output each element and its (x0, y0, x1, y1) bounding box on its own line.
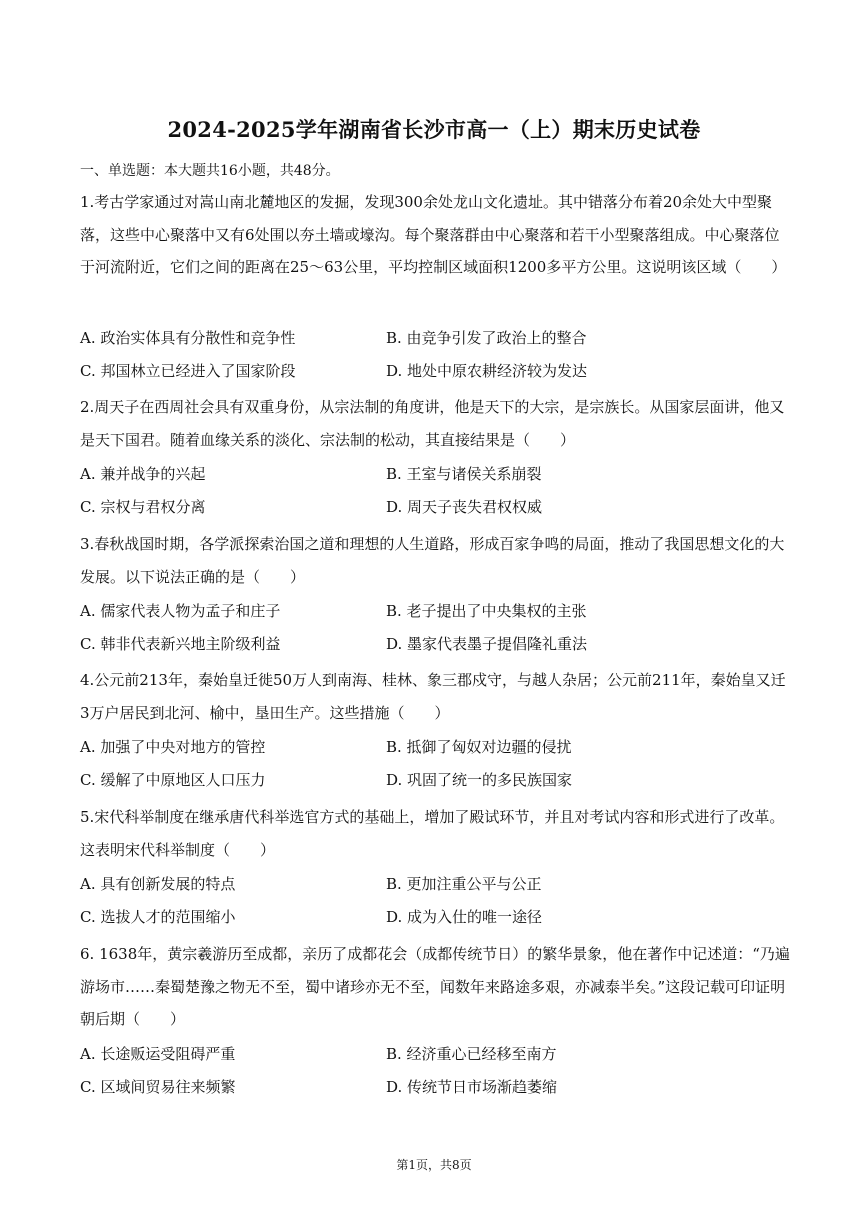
question-stem-5: 5.宋代科举制度在继承唐代科举选官方式的基础上，增加了殿试环节，并且对考试内容和形式进行了改革。这表明宋代科举制度（ ） (80, 808, 785, 859)
option-c: C. 邦国林立已经进入了国家阶段 (80, 362, 296, 380)
option-a: A. 儒家代表人物为孟子和庄子 (80, 602, 281, 620)
question-stem-3: 3.春秋战国时期，各学派探索治国之道和理想的人生道路，形成百家争鸣的局面，推动了我国思想文化的大发展。以下说法正确的是（ ） (80, 535, 785, 586)
option-c: C. 选拔人才的范围缩小 (80, 908, 236, 926)
option-b: B. 王室与诸侯关系崩裂 (386, 465, 542, 483)
option-b: B. 更加注重公平与公正 (386, 875, 542, 893)
option-b: B. 老子提出了中央集权的主张 (386, 602, 587, 620)
section-heading: 一、单选题：本大题共16小题，共48分。 (80, 163, 340, 179)
question-options-2 (80, 458, 792, 524)
option-b: B. 由竞争引发了政治上的整合 (386, 329, 587, 347)
option-d: D. 巩固了统一的多民族国家 (386, 771, 573, 789)
option-d: D. 墨家代表墨子提倡隆礼重法 (386, 635, 588, 653)
page-footer: 第1页，共8页 (396, 1158, 472, 1172)
question-options-4 (80, 731, 792, 797)
option-c: C. 宗权与君权分离 (80, 498, 206, 516)
option-a: A. 加强了中央对地方的管控 (80, 738, 266, 756)
option-d: D. 传统节日市场渐趋萎缩 (386, 1078, 558, 1096)
option-c: C. 缓解了中原地区人口压力 (80, 771, 266, 789)
option-d: D. 地处中原农耕经济较为发达 (386, 362, 588, 380)
option-d: D. 周天子丧失君权权威 (386, 498, 543, 516)
option-c: C. 韩非代表新兴地主阶级利益 (80, 635, 281, 653)
option-c: C. 区域间贸易往来频繁 (80, 1078, 236, 1096)
question-options-6 (80, 1038, 792, 1104)
page-title: 2024-2025学年湖南省长沙市高一（上）期末历史试卷 (167, 117, 701, 142)
option-d: D. 成为入仕的唯一途径 (386, 908, 543, 926)
option-a: A. 长途贩运受阻碍严重 (80, 1045, 236, 1063)
option-b: B. 抵御了匈奴对边疆的侵扰 (386, 738, 572, 756)
question-stem-6: 6. 1638年，黄宗羲游历至成都，亲历了成都花会（成都传统节日）的繁华景象，他在著作中记述道：“乃遍游场市……秦蜀楚豫之物无不至，蜀中诸珍亦无不至，闻数年来路途多艰，亦减泰半矣。”这段记载可印证明朝后期（ ） (80, 945, 790, 1028)
question-stem-1: 1.考古学家通过对嵩山南北麓地区的发掘，发现300余处龙山文化遗址。其中错落分布着20余处大中型聚落，这些中心聚落中又有6处围以夯土墙或壕沟。每个聚落群由中心聚落和若干小型聚落组成。中心聚落位于河流附近，它们之间的距离在25～63公里，平均控制区域面积1200多平方公里。这说明该区域（ ） (80, 193, 787, 276)
question-options-5 (80, 868, 792, 934)
question-stem-2: 2.周天子在西周社会具有双重身份，从宗法制的角度讲，他是天下的大宗，是宗族长。从国家层面讲，他又是天下国君。随着血缘关系的淡化、宗法制的松动，其直接结果是（ ） (80, 398, 785, 449)
question-options-1 (80, 322, 792, 388)
option-a: A. 兼并战争的兴起 (80, 465, 206, 483)
option-a: A. 政治实体具有分散性和竞争性 (80, 329, 296, 347)
question-options-3 (80, 595, 792, 661)
option-a: A. 具有创新发展的特点 (80, 875, 236, 893)
question-stem-4: 4.公元前213年，秦始皇迁徙50万人到南海、桂林、象三郡戍守，与越人杂居；公元前211年，秦始皇又迁3万户居民到北河、榆中，垦田生产。这些措施（ ） (80, 671, 786, 722)
option-b: B. 经济重心已经移至南方 (386, 1045, 557, 1063)
